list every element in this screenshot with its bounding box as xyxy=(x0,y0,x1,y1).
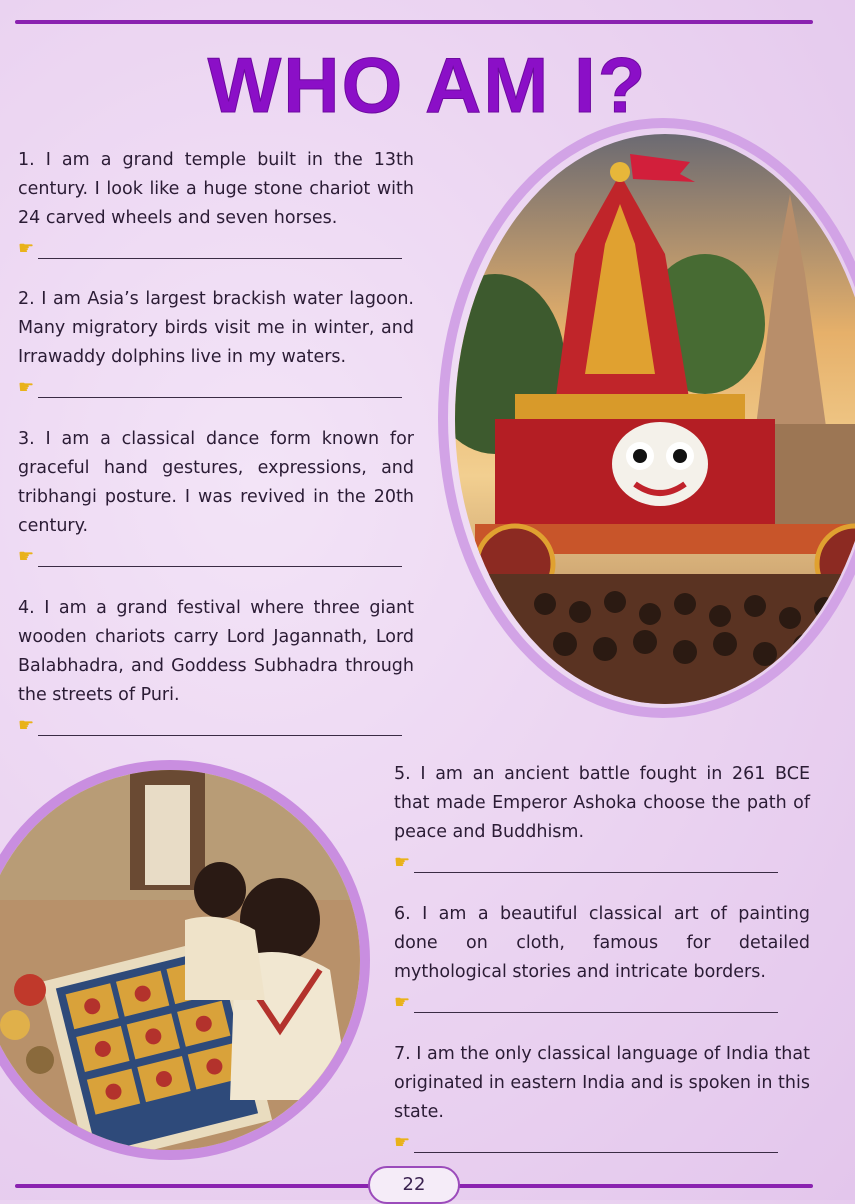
question-text: 7. I am the only classical language of India that originated in eastern India and is spoken in this state. xyxy=(394,1044,810,1122)
page-title: WHO AM I? xyxy=(207,41,648,129)
page-number: 22 xyxy=(368,1166,460,1204)
question-text: 4. I am a grand festival where three giant wooden chariots carry Lord Jagannath, Lord Balabhadra, and Goddess Subhadra through the streets of Puri. xyxy=(18,598,414,705)
answer-line[interactable] xyxy=(18,712,402,736)
answer-line[interactable] xyxy=(394,1129,778,1153)
answer-blank[interactable] xyxy=(414,860,778,873)
answer-blank[interactable] xyxy=(38,723,402,736)
chariot-festival-image xyxy=(455,134,855,704)
answer-blank[interactable] xyxy=(414,1140,778,1153)
pointing-hand-icon: ☛ xyxy=(18,238,35,259)
pointing-hand-icon: ☛ xyxy=(394,1132,411,1153)
question-text: 1. I am a grand temple built in the 13th century. I look like a huge stone chariot with 24 carved wheels and seven horses. xyxy=(18,150,414,228)
question-7 xyxy=(394,1040,810,1153)
answer-blank[interactable] xyxy=(38,554,402,567)
question-1 xyxy=(18,146,414,259)
pointing-hand-icon: ☛ xyxy=(18,715,35,736)
question-5 xyxy=(394,760,810,873)
question-text: 5. I am an ancient battle fought in 261 BCE that made Emperor Ashoka choose the path of peace and Buddhism. xyxy=(394,764,810,842)
answer-blank[interactable] xyxy=(38,246,402,259)
question-text: 3. I am a classical dance form known for graceful hand gestures, expressions, and tribhangi posture. I was revived in the 20th century. xyxy=(18,429,414,536)
answer-line[interactable] xyxy=(18,374,402,398)
answer-line[interactable] xyxy=(18,235,402,259)
answer-blank[interactable] xyxy=(38,385,402,398)
answer-blank[interactable] xyxy=(414,1000,778,1013)
question-4 xyxy=(18,594,414,736)
question-text: 6. I am a beautiful classical art of painting done on cloth, famous for detailed mythological stories and intricate borders. xyxy=(394,904,810,982)
answer-line[interactable] xyxy=(394,989,778,1013)
pointing-hand-icon: ☛ xyxy=(394,852,411,873)
question-2 xyxy=(18,285,414,398)
pointing-hand-icon: ☛ xyxy=(18,377,35,398)
question-3 xyxy=(18,425,414,567)
top-divider xyxy=(15,20,813,24)
answer-line[interactable] xyxy=(394,849,778,873)
pointing-hand-icon: ☛ xyxy=(18,546,35,567)
answer-line[interactable] xyxy=(18,543,402,567)
question-6 xyxy=(394,900,810,1013)
pointing-hand-icon: ☛ xyxy=(394,992,411,1013)
chariot-illustration xyxy=(455,134,855,704)
question-text: 2. I am Asia’s largest brackish water lagoon. Many migratory birds visit me in winter, and Irrawaddy dolphins live in my waters. xyxy=(18,289,414,367)
